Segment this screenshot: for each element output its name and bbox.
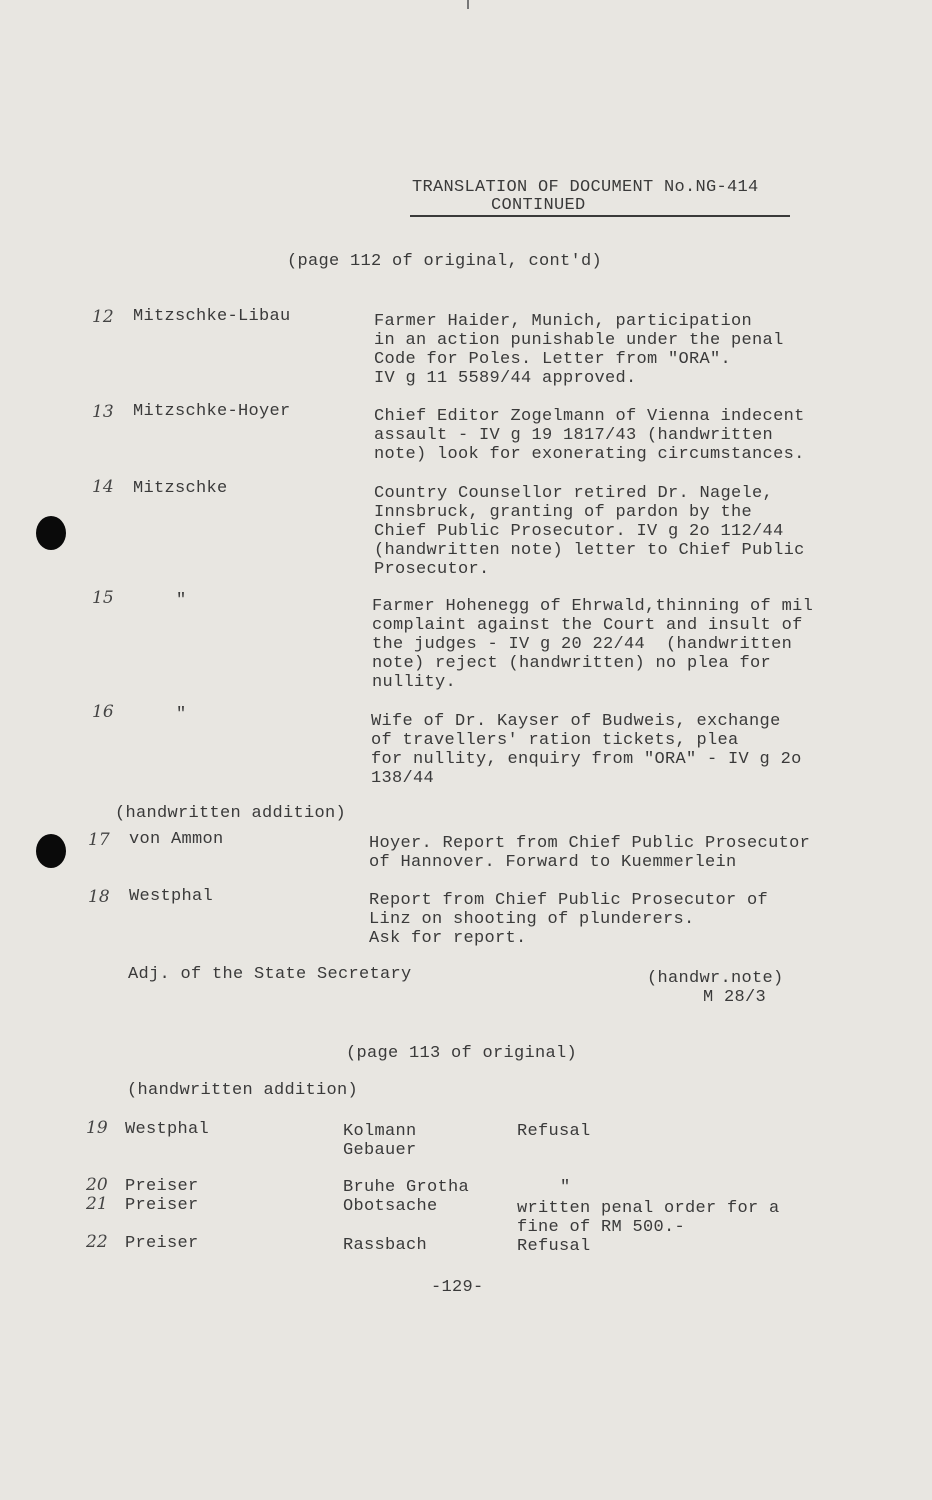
entry-name: Preiser	[125, 1234, 199, 1253]
entry-number: 15	[92, 588, 114, 608]
punch-hole	[36, 516, 66, 550]
adjutant-line: Adj. of the State Secretary	[128, 965, 412, 984]
entry-desc-line: Farmer Hohenegg of Ehrwald,thinning of mil	[372, 597, 814, 616]
entry-desc-line: (handwritten note) letter to Chief Public	[374, 541, 805, 560]
entry-desc-line: Prosecutor.	[374, 560, 490, 579]
entry-number: 14	[92, 477, 114, 497]
entry-desc-line: nullity.	[372, 673, 457, 692]
entry-desc-line: the judges - IV g 20 22/44 (handwritten	[372, 635, 793, 654]
entry-desc-line: Country Counsellor retired Dr. Nagele,	[374, 484, 774, 503]
entry-desc-line: Innsbruck, granting of pardon by the	[374, 503, 753, 522]
document-subtitle: CONTINUED	[491, 196, 586, 215]
entry-name: Mitzschke	[133, 479, 228, 498]
entry-desc-line: Hoyer. Report from Chief Public Prosecutor	[369, 834, 811, 853]
entry-decision: Refusal	[517, 1237, 591, 1256]
entry-col2-line: Rassbach	[343, 1236, 428, 1255]
entry-col2-line: Kolmann	[343, 1122, 417, 1141]
entry-number: 21	[86, 1194, 108, 1214]
entry-number: 20	[86, 1175, 108, 1195]
entry-number: 12	[92, 307, 114, 327]
ditto-mark: "	[176, 705, 187, 724]
entry-desc-line: of Hannover. Forward to Kuemmerlein	[369, 853, 737, 872]
entry-desc-line: Report from Chief Public Prosecutor of	[369, 891, 769, 910]
entry-desc-line: 138/44	[371, 769, 435, 788]
entry-desc-line: Ask for report.	[369, 929, 527, 948]
page-112-caption: (page 112 of original, cont'd)	[287, 252, 603, 271]
entry-desc-line: for nullity, enquiry from "ORA" - IV g 2o	[371, 750, 802, 769]
entry-name: Westphal	[125, 1120, 210, 1139]
entry-col2-line: Obotsache	[343, 1197, 438, 1216]
entry-desc-line: complaint against the Court and insult of	[372, 616, 803, 635]
handwritten-addition-label: (handwritten addition)	[127, 1081, 359, 1100]
entry-col2-line: Gebauer	[343, 1141, 417, 1160]
entry-desc-line: note) reject (handwritten) no plea for	[372, 654, 772, 673]
ditto-mark: "	[560, 1178, 571, 1197]
entry-desc-line: Code for Poles. Letter from "ORA".	[374, 350, 732, 369]
entry-desc-line: IV g 11 5589/44 approved.	[374, 369, 637, 388]
entry-number: 19	[86, 1118, 108, 1138]
entry-decision: Refusal	[517, 1122, 591, 1141]
entry-name: von Ammon	[129, 830, 224, 849]
entry-decision: fine of RM 500.-	[517, 1218, 686, 1237]
entry-col2-line: Bruhe Grotha	[343, 1178, 470, 1197]
entry-name: Preiser	[125, 1196, 199, 1215]
entry-desc-line: Linz on shooting of plunderers.	[369, 910, 695, 929]
entry-number: 17	[88, 830, 110, 850]
entry-number: 18	[88, 887, 110, 907]
page-113-caption: (page 113 of original)	[346, 1044, 578, 1063]
entry-name: Westphal	[129, 887, 214, 906]
ditto-mark: "	[176, 591, 187, 610]
entry-desc-line: of travellers' ration tickets, plea	[371, 731, 739, 750]
entry-desc-line: Chief Editor Zogelmann of Vienna indecent	[374, 407, 805, 426]
entry-desc-line: in an action punishable under the penal	[374, 331, 784, 350]
entry-name: Mitzschke-Libau	[133, 307, 291, 326]
top-mark	[467, 0, 469, 9]
page-number: -129-	[431, 1278, 484, 1297]
header-underline	[410, 215, 790, 217]
punch-hole	[36, 834, 66, 868]
entry-number: 22	[86, 1232, 108, 1252]
entry-number: 16	[92, 702, 114, 722]
entry-desc-line: assault - IV g 19 1817/43 (handwritten	[374, 426, 774, 445]
entry-desc-line: Chief Public Prosecutor. IV g 2o 112/44	[374, 522, 784, 541]
document-title: TRANSLATION OF DOCUMENT No.NG-414	[412, 178, 759, 197]
entry-name: Mitzschke-Hoyer	[133, 402, 291, 421]
handwritten-addition-label: (handwritten addition)	[115, 804, 347, 823]
entry-desc-line: Farmer Haider, Munich, participation	[374, 312, 753, 331]
entry-decision: written penal order for a	[517, 1199, 780, 1218]
entry-name: Preiser	[125, 1177, 199, 1196]
handwritten-note: (handwr.note)	[647, 969, 784, 988]
entry-desc-line: Wife of Dr. Kayser of Budweis, exchange	[371, 712, 781, 731]
entry-number: 13	[92, 402, 114, 422]
entry-desc-line: note) look for exonerating circumstances.	[374, 445, 805, 464]
handwritten-note-ref: M 28/3	[703, 988, 767, 1007]
